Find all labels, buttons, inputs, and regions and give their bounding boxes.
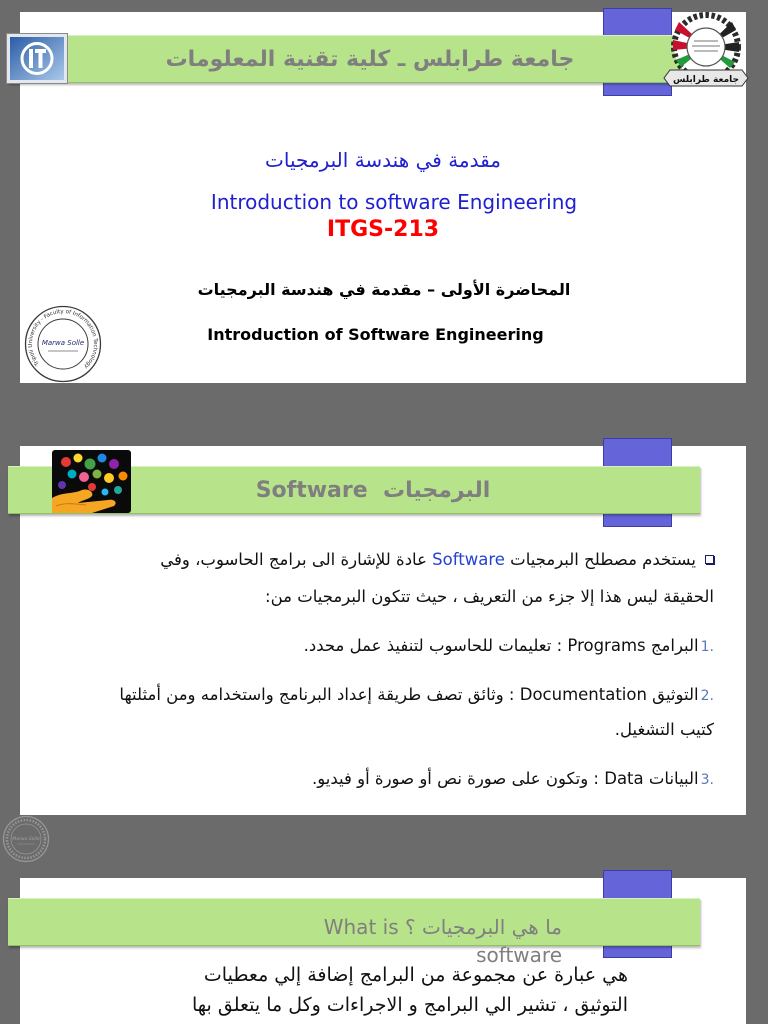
slide-3 [20, 878, 746, 1024]
list-item-3 [312, 767, 714, 791]
list-item-text: البيانات Data : وتكون على صورة نص أو صورة أو فيديو. [312, 769, 699, 788]
bullet-line-2: الحقيقة ليس هذا إلا جزء من التعريف ، حيث تتكون البرمجيات من: [265, 587, 714, 606]
course-title-english: Introduction to software Engineering [210, 190, 578, 214]
instructor-stamp-icon [24, 305, 102, 383]
course-title-arabic: مقدمة في هندسة البرمجيات [265, 148, 501, 172]
list-number: 3. [700, 772, 714, 788]
bullet-line-1 [160, 548, 714, 572]
software-banner-title: البرمجيات Software [255, 478, 491, 503]
stamp-name: Marwa Solle [41, 339, 85, 347]
slide-1 [20, 12, 746, 383]
what-is-software-title: ما هي البرمجيات ؟ What is software [323, 915, 562, 967]
university-banner-title: جامعة طرابلس ـ كلية تقنية المعلومات [165, 47, 575, 72]
bullet-text-end: عادة للإشارة الى برامج الحاسوب، وفي [160, 550, 427, 569]
list-item-1 [304, 634, 714, 658]
list-number: 2. [700, 688, 714, 704]
definition-line-2: التوثيق ، تشير الي البرامج و الاجراءات وكل ما يتعلق بها [191, 994, 628, 1016]
software-apps-graphic [52, 450, 131, 513]
definition-line-1: هي عبارة عن مجموعة من البرامج إضافة إلي معطيات [203, 964, 628, 986]
list-item-2 [119, 683, 714, 707]
bullet-text-start: يستخدم مصطلح البرمجيات [510, 550, 696, 569]
instructor-stamp-icon [2, 815, 50, 863]
lecture-title-english: Introduction of Software Engineering [207, 325, 544, 344]
list-number: 1. [700, 639, 714, 655]
instructor-stamp-graphic [24, 305, 102, 383]
course-code: ITGS-213 [326, 217, 440, 242]
list-item-text: البرامج Programs : تعليمات للحاسوب لتنفيذ عمل محدد. [303, 636, 699, 655]
list-item-2-continuation: كتيب التشغيل. [614, 720, 714, 739]
software-apps-illustration [52, 450, 131, 513]
margin-stamp-name: Marwa Solle [12, 837, 40, 842]
checkbox-bullet-icon [705, 555, 714, 564]
slide-2 [20, 446, 746, 815]
university-seal-graphic [660, 10, 752, 92]
margin-stamp-graphic [2, 815, 50, 863]
university-seal-icon [660, 10, 752, 92]
bullet-highlight-term: Software [432, 550, 505, 569]
lecture-title-arabic: المحاضرة الأولى – مقدمة في هندسة البرمجيات [197, 280, 571, 299]
faculty-logo-icon [6, 33, 68, 84]
list-item-text: التوثيق Documentation : وثائق تصف طريقة إعداد البرنامج واستخدامه ومن أمثلتها [119, 685, 699, 704]
faculty-logo-graphic [6, 33, 68, 84]
stamp-ring-text: Tripoli University - Faculty of Information Technology [27, 308, 99, 370]
seal-ribbon-text: جامعة طرابلس [672, 75, 740, 85]
